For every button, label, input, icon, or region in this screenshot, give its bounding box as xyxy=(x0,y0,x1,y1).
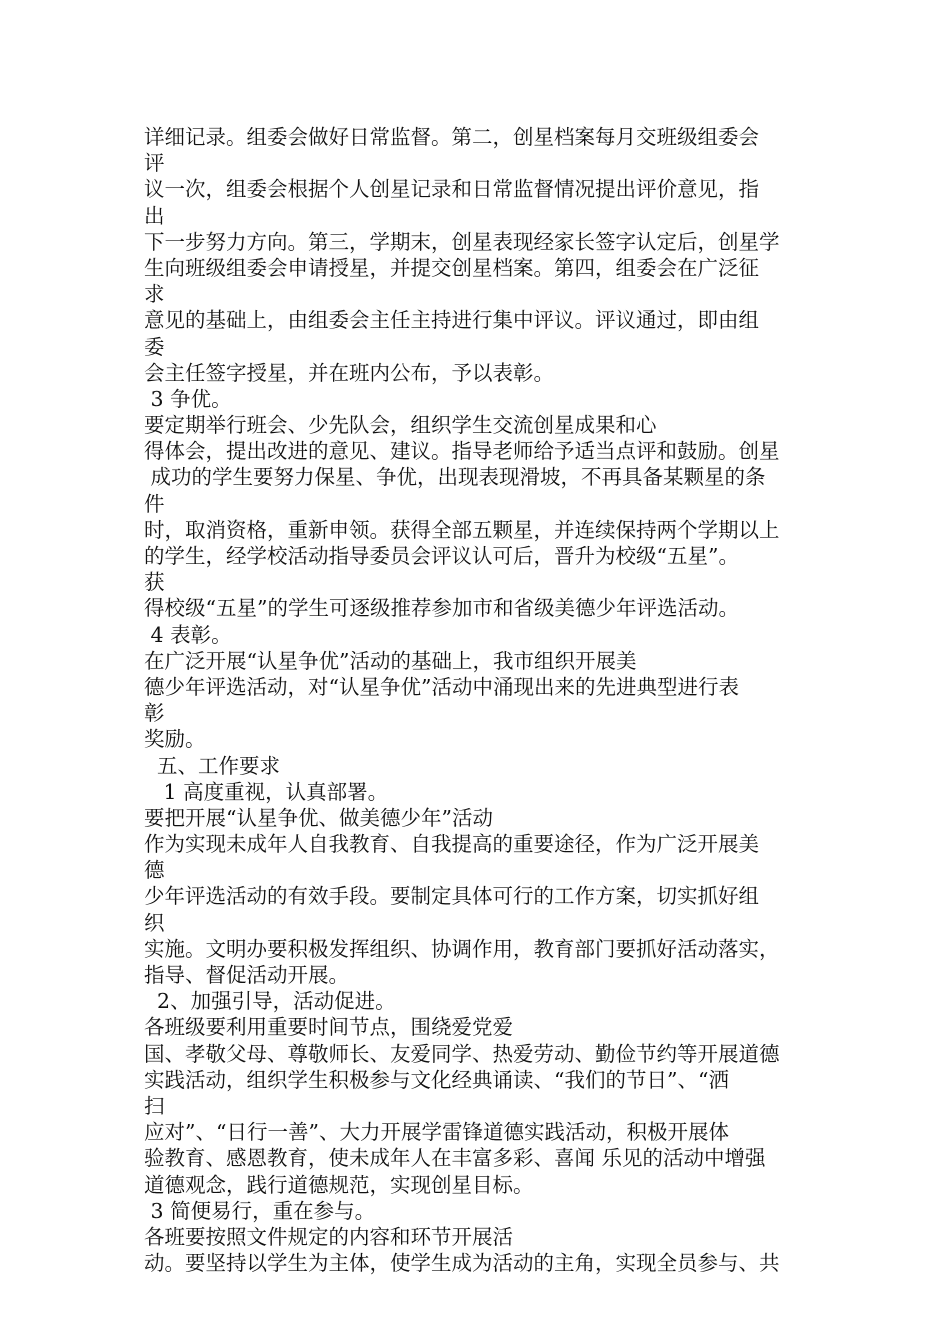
text-line: 指导、督促活动开展。 xyxy=(144,963,349,987)
text-line: 应对”、“日行一善”、大力开展学雷锋道德实践活动，积极开展体 xyxy=(144,1120,729,1145)
text-line: 奖励。 xyxy=(144,727,206,752)
text-line: 少年评选活动的有效手段。要制定具体可行的工作方案，切实抓好组 xyxy=(144,884,759,909)
text-line: 3 争优。 xyxy=(144,386,232,411)
text-line: 4 表彰。 xyxy=(144,622,232,647)
text-line: 1 高度重视，认真部署。 xyxy=(144,779,389,804)
text-line: 生向班级组委会申请授星，并提交创星档案。第四，组委会在广泛征 xyxy=(144,255,759,280)
text-line: 各班要按照文件规定的内容和环节开展活 xyxy=(144,1224,513,1249)
text-line: 各班级要利用重要时间节点，围绕爱党爱 xyxy=(144,1015,513,1040)
text-line: 动。要坚持以学生为主体，使学生成为活动的主角，实现全员参与、共 xyxy=(144,1251,780,1276)
text-line: 彰 xyxy=(144,701,165,726)
text-line: 国、孝敬父母、尊敬师长、友爱同学、热爱劳动、勤俭节约等开展道德 xyxy=(144,1041,780,1066)
text-line: 详细记录。组委会做好日常监督。第二，创星档案每月交班级组委会 xyxy=(144,125,759,149)
text-line: 要定期举行班会、少先队会，组织学生交流创星成果和心 xyxy=(144,413,657,438)
text-line: 五、工作要求 xyxy=(144,753,281,778)
text-line: 件 xyxy=(144,491,165,516)
text-line: 会主任签字授星，并在班内公布，予以表彰。 xyxy=(144,360,554,385)
text-line: 要把开展“认星争优、做美德少年”活动 xyxy=(144,805,493,830)
text-line: 得体会，提出改进的意见、建议。指导老师给予适当点评和鼓励。创星 xyxy=(144,439,780,464)
text-line: 成功的学生要努力保星、争优，出现表现滑坡，不再具备某颗星的条 xyxy=(144,465,766,490)
text-line: 得校级“五星”的学生可逐级推荐参加市和省级美德少年评选活动。 xyxy=(144,596,739,621)
text-line: 德少年评选活动，对“认星争优”活动中涌现出来的先进典型进行表 xyxy=(144,674,739,699)
text-line: 获 xyxy=(144,570,165,595)
text-line: 在广泛开展“认星争优”活动的基础上，我市组织开展美 xyxy=(144,648,637,673)
text-line: 实践活动，组织学生积极参与文化经典诵读、“我们的节日”、“洒 xyxy=(144,1067,729,1092)
text-line: 求 xyxy=(144,282,165,307)
text-line: 意见的基础上，由组委会主任主持进行集中评议。评议通过，即由组 xyxy=(144,308,759,333)
text-line: 时，取消资格，重新申领。获得全部五颗星，并连续保持两个学期以上 xyxy=(144,517,780,542)
text-line: 3 简便易行，重在参与。 xyxy=(144,1198,376,1223)
text-line: 扫 xyxy=(144,1093,165,1118)
text-line: 的学生，经学校活动指导委员会评议认可后，晋升为校级“五星”。 xyxy=(144,544,739,568)
text-line: 验教育、感恩教育，使未成年人在丰富多彩、喜闻 乐见的活动中增强 xyxy=(144,1146,766,1171)
text-line: 委 xyxy=(144,334,165,359)
document-body xyxy=(144,124,824,1276)
text-line: 织 xyxy=(144,910,165,935)
text-line: 评 xyxy=(144,151,165,176)
text-line: 作为实现未成年人自我教育、自我提高的重要途径，作为广泛开展美 xyxy=(144,832,759,857)
text-line: 2、加强引导，活动促进。 xyxy=(144,989,396,1014)
text-line: 议一次，组委会根据个人创星记录和日常监督情况提出评价意见，指 xyxy=(144,177,759,202)
text-line: 出 xyxy=(144,203,165,228)
text-line: 德 xyxy=(144,858,165,883)
text-line: 实施。文明办要积极发挥组织、协调作用，教育部门要抓好活动落实， xyxy=(144,936,780,961)
text-line: 道德观念，践行道德规范，实现创星目标。 xyxy=(144,1172,534,1197)
text-line: 下一步努力方向。第三，学期末，创星表现经家长签字认定后，创星学 xyxy=(144,229,780,254)
